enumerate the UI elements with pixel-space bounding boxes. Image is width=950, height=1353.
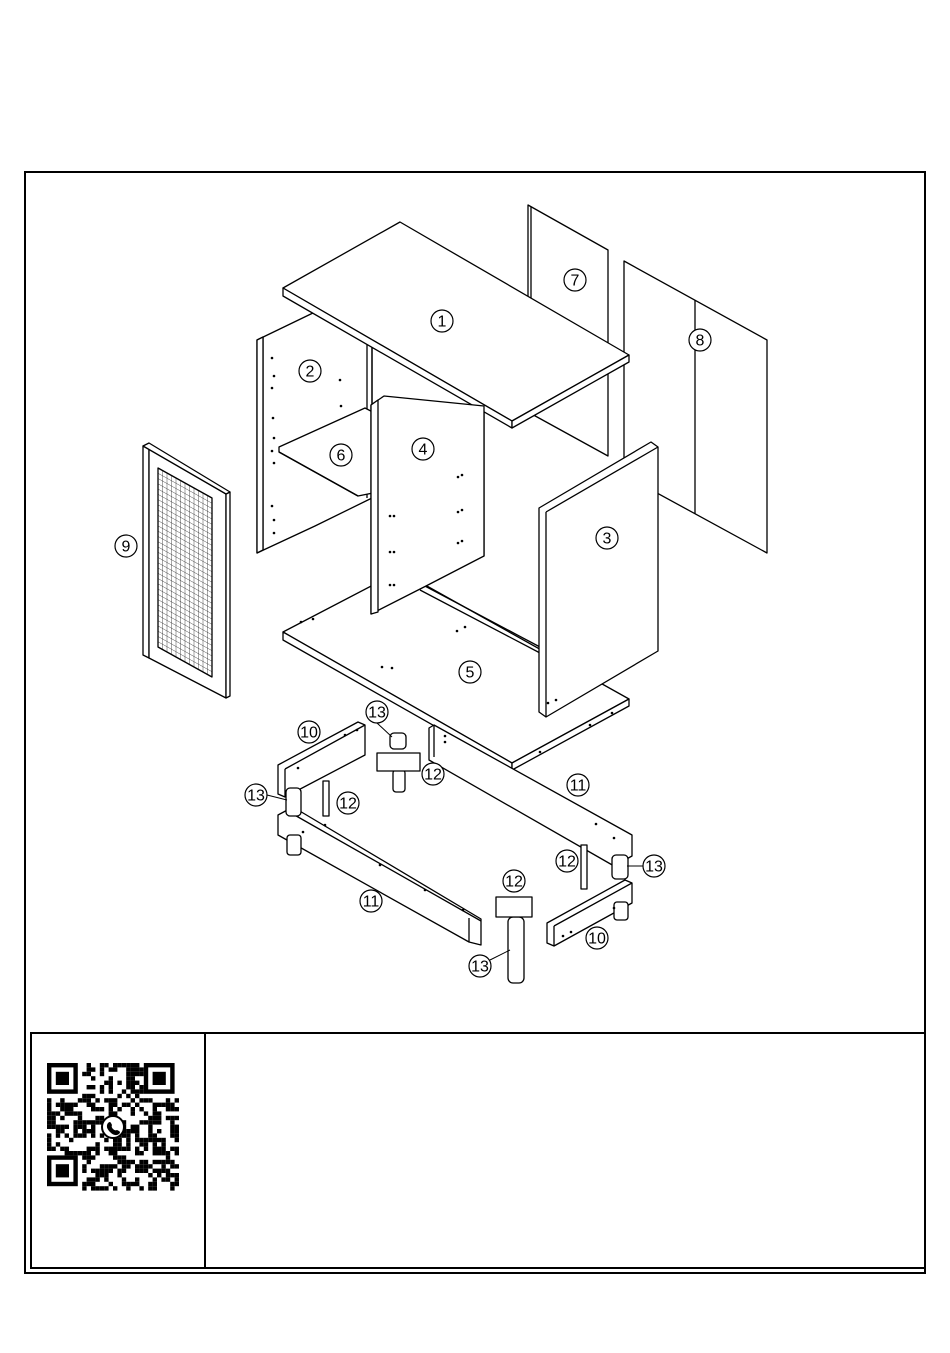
callout-part-7 bbox=[564, 269, 586, 291]
fixing-hole bbox=[462, 909, 465, 912]
callout-part-10 bbox=[298, 721, 320, 743]
fixing-hole bbox=[595, 823, 598, 826]
callout-part-12 bbox=[556, 850, 578, 872]
callout-part-8 bbox=[689, 329, 711, 351]
callout-label: 12 bbox=[339, 795, 357, 813]
fixing-hole bbox=[613, 907, 616, 910]
fixing-hole bbox=[457, 511, 460, 514]
fixing-hole bbox=[393, 515, 396, 518]
fixing-hole bbox=[457, 476, 460, 479]
callout-part-12 bbox=[337, 792, 359, 814]
fixing-hole bbox=[464, 626, 467, 629]
callout-label: 8 bbox=[695, 332, 705, 350]
callout-label: 4 bbox=[418, 441, 428, 459]
bracket-12-back bbox=[377, 753, 420, 771]
fixing-hole bbox=[273, 532, 276, 535]
bracket-12-right bbox=[581, 845, 587, 889]
fixing-hole bbox=[562, 935, 565, 938]
callout-label: 13 bbox=[247, 787, 265, 805]
callout-label: 13 bbox=[471, 958, 489, 976]
callout-part-4 bbox=[412, 438, 434, 460]
callout-part-9 bbox=[115, 535, 137, 557]
fixing-hole bbox=[613, 837, 616, 840]
footer-divider bbox=[204, 1032, 206, 1269]
callout-label: 6 bbox=[336, 447, 346, 465]
bracket-12-left bbox=[323, 781, 329, 816]
fixing-hole bbox=[300, 621, 303, 624]
leg-13-front bbox=[508, 917, 524, 983]
callout-label: 1 bbox=[437, 313, 447, 331]
fixing-hole bbox=[570, 931, 573, 934]
fixing-hole bbox=[271, 505, 274, 508]
base-rail-10-left bbox=[278, 722, 365, 797]
fixing-hole bbox=[389, 584, 392, 587]
fixing-hole bbox=[461, 509, 464, 512]
callout-part-10 bbox=[586, 927, 608, 949]
fixing-hole bbox=[273, 437, 276, 440]
callout-part-6 bbox=[330, 444, 352, 466]
whatsapp-icon bbox=[102, 1116, 124, 1138]
callout-label: 3 bbox=[602, 530, 612, 548]
fixing-hole bbox=[456, 630, 459, 633]
fixing-hole bbox=[344, 734, 347, 737]
callout-part-12 bbox=[503, 870, 525, 892]
callout-part-5 bbox=[459, 661, 481, 683]
footer-text bbox=[220, 1045, 910, 1255]
callout-part-1 bbox=[431, 310, 453, 332]
fixing-hole bbox=[589, 724, 592, 727]
callout-label: 12 bbox=[505, 873, 523, 891]
door-9 bbox=[143, 443, 230, 698]
fixing-hole bbox=[273, 375, 276, 378]
callout-label: 13 bbox=[368, 704, 386, 722]
side-panel-3 bbox=[539, 442, 658, 717]
fixing-hole bbox=[339, 379, 342, 382]
fixing-hole bbox=[391, 667, 394, 670]
fixing-hole bbox=[340, 405, 343, 408]
fixing-hole bbox=[611, 712, 614, 715]
fixing-hole bbox=[271, 387, 274, 390]
fixing-hole bbox=[273, 519, 276, 522]
callout-label: 2 bbox=[305, 363, 315, 381]
callout-label: 12 bbox=[424, 766, 442, 784]
fixing-hole bbox=[461, 540, 464, 543]
callout-part-11 bbox=[360, 890, 382, 912]
callout-label: 11 bbox=[362, 893, 380, 911]
callout-label: 13 bbox=[645, 858, 663, 876]
fixing-hole bbox=[461, 474, 464, 477]
callout-part-13 bbox=[366, 701, 392, 737]
callout-label: 5 bbox=[465, 664, 475, 682]
fixing-hole bbox=[271, 357, 274, 360]
fixing-hole bbox=[547, 702, 550, 705]
fixing-hole bbox=[271, 450, 274, 453]
fixing-hole bbox=[273, 462, 276, 465]
whatsapp-qr-code-icon bbox=[47, 1063, 180, 1193]
fixing-hole bbox=[393, 551, 396, 554]
callout-label: 10 bbox=[300, 724, 318, 742]
fixing-hole bbox=[389, 515, 392, 518]
callout-label: 11 bbox=[569, 777, 587, 795]
fixing-hole bbox=[539, 751, 542, 754]
callout-part-12 bbox=[422, 763, 444, 785]
fixing-hole bbox=[297, 767, 300, 770]
fixing-hole bbox=[312, 618, 315, 621]
callout-part-2 bbox=[299, 360, 321, 382]
partition-panel-4 bbox=[371, 396, 484, 614]
callout-part-11 bbox=[567, 774, 589, 796]
fixing-hole bbox=[302, 831, 305, 834]
callout-part-13 bbox=[627, 855, 665, 877]
fixing-hole bbox=[379, 864, 382, 867]
callout-part-13 bbox=[469, 950, 510, 977]
fixing-hole bbox=[457, 542, 460, 545]
fixing-hole bbox=[389, 551, 392, 554]
base-rail-11-front bbox=[278, 807, 481, 945]
callout-label: 10 bbox=[588, 930, 606, 948]
callout-label: 12 bbox=[558, 853, 576, 871]
callout-label: 9 bbox=[121, 538, 131, 556]
fixing-hole bbox=[381, 666, 384, 669]
fixing-hole bbox=[444, 741, 447, 744]
fixing-hole bbox=[424, 889, 427, 892]
fixing-hole bbox=[272, 417, 275, 420]
callout-label: 7 bbox=[570, 272, 580, 290]
callout-part-3 bbox=[596, 527, 618, 549]
bracket-12-front bbox=[496, 897, 532, 917]
fixing-hole bbox=[324, 824, 327, 827]
fixing-hole bbox=[444, 735, 447, 738]
fixing-hole bbox=[356, 729, 359, 732]
fixing-hole bbox=[393, 584, 396, 587]
fixing-hole bbox=[555, 699, 558, 702]
